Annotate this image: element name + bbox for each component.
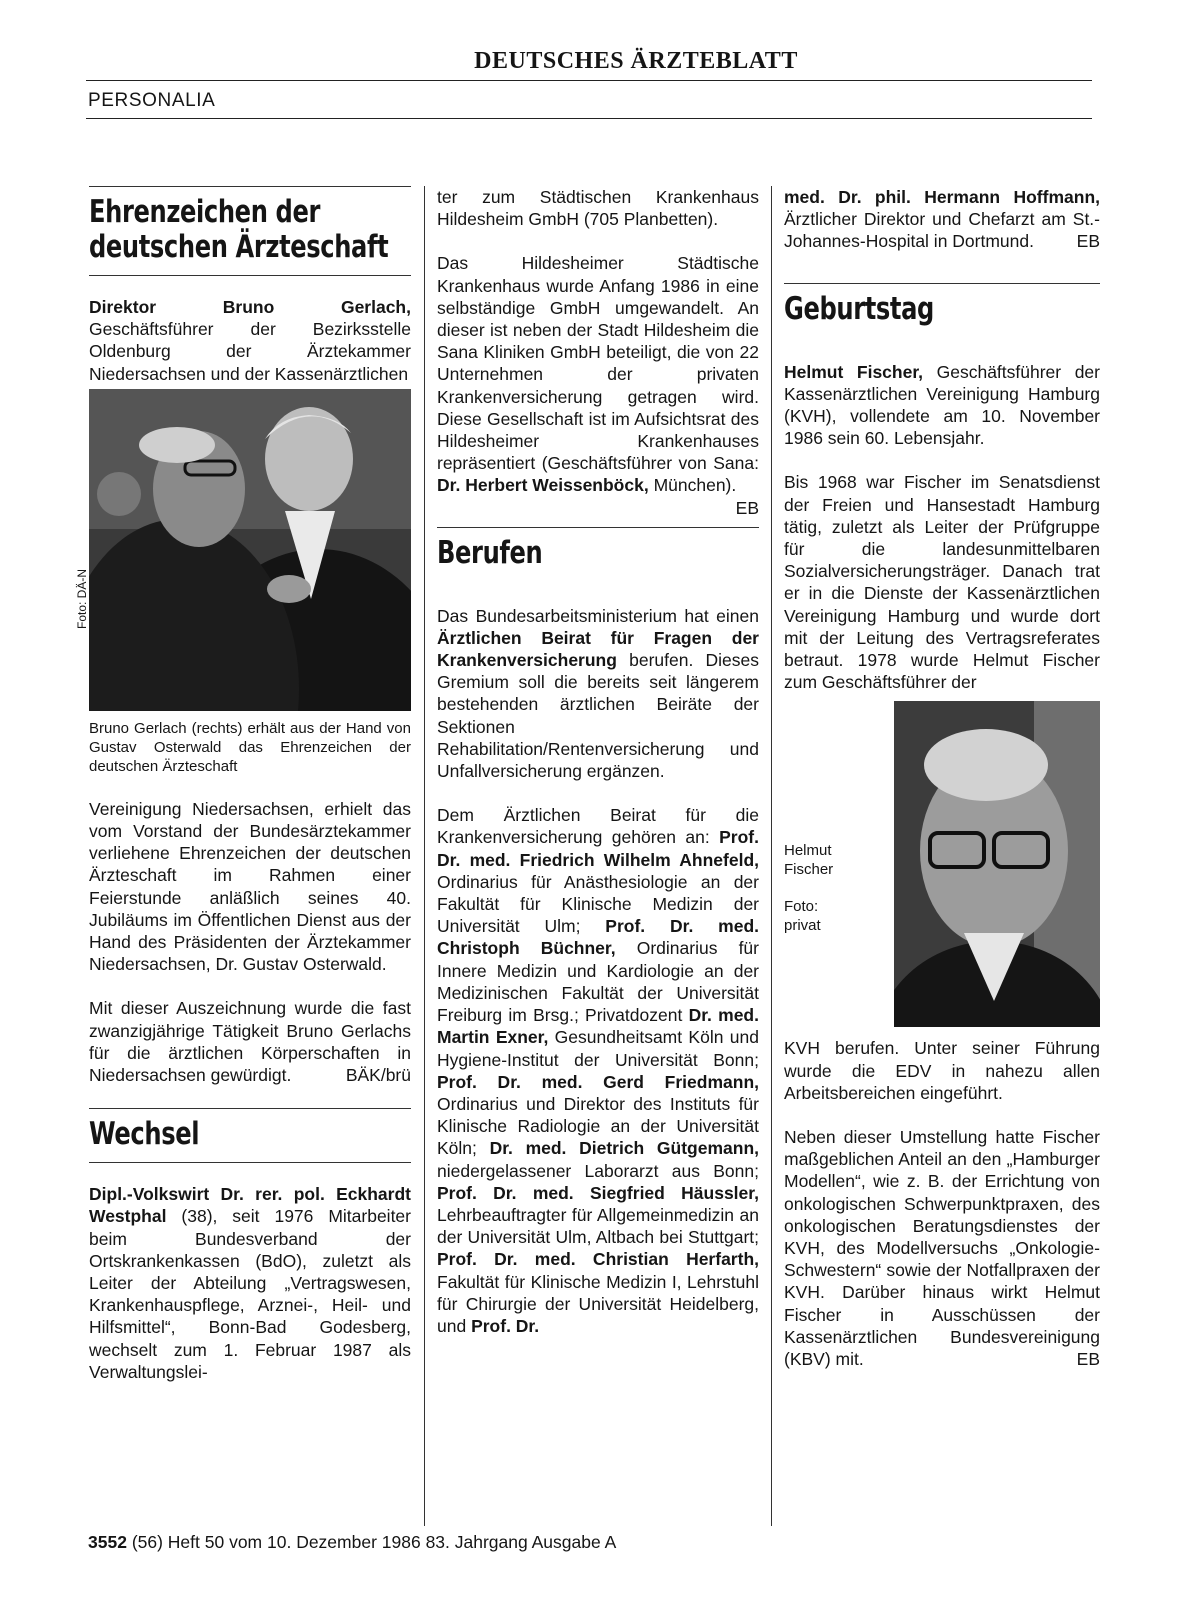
headline-berufen: Berufen — [437, 527, 759, 581]
photo-credit: Foto: DÄ-N — [75, 568, 89, 629]
masthead — [86, 44, 1092, 81]
article-fischer-career: Bis 1968 war Fischer im Senatsdienst der Freien und Hansestadt Hamburg tätig, zuletzt als Leiter der Prüfgruppe für die landesunmittelbaren Sozialversicherungsträger. Danach trat er in die Dienste der Kassenärztlichen Vereinigung Hamburg und wurde dort mit der Leitung des Vertragsreferates betraut. 1978 wurde Helmut Fischer zum Geschäftsführer der — [784, 472, 1100, 693]
photo-caption: Bruno Gerlach (rechts) erhält aus der Hand von Gustav Osterwald das Ehrenzeichen der deutschen Ärzteschaft — [89, 719, 411, 775]
headline-ehrenzeichen — [89, 186, 411, 276]
headline-line-1: Ehrenzeichen der — [89, 194, 321, 230]
page-number: 3552 — [88, 1532, 127, 1552]
signature: EB — [735, 497, 759, 518]
photo-fischer — [784, 701, 1100, 1027]
photo-image — [89, 389, 411, 711]
photo-fischer-credit: Foto: privat — [784, 898, 821, 935]
column-rule-2 — [771, 186, 772, 1526]
name-gerlach: Direktor Bruno Gerlach, — [89, 297, 411, 317]
article-beirat-intro: Das Bundesarbeitsministerium hat einen Ärztlichen Beirat für Fragen der Krankenversicherung berufen. Dieses Gremium soll die bereits seit längerem bestehenden ärztlichen Beiräte der Sektionen Rehabilitation/Rentenversicherung und Unfallversicherung ergänzen. — [437, 605, 759, 782]
photo-gerlach-osterwald — [75, 389, 411, 711]
page-footer — [88, 1532, 616, 1553]
article-hoffmann: med. Dr. phil. Hermann Hoffmann, Ärztlicher Direktor und Chefarzt am St.-Johannes-Hospital in Dortmund. EB — [784, 187, 1100, 252]
article-fischer-kvh: KVH berufen. Unter seiner Führung wurde die EDV in nahezu allen Arbeitsbereichen eingeführt. — [784, 1038, 1100, 1103]
photo-illustration — [89, 389, 411, 711]
column-rule-1 — [424, 186, 425, 1526]
beirat-name: Ärztlichen Beirat für Fragen der Krankenversicherung — [437, 627, 759, 671]
column-2 — [437, 186, 759, 1359]
signature: EB — [1076, 1349, 1100, 1370]
article-westphal-continued: ter zum Städtischen Krankenhaus Hildesheim GmbH (705 Planbetten). — [437, 187, 759, 230]
issue-info: (56) Heft 50 vom 10. Dezember 1986 83. Jahrgang Ausgabe A — [131, 1532, 617, 1552]
column-1 — [75, 186, 411, 1405]
photo-fischer-caption: Helmut Fischer — [784, 842, 834, 879]
section-label — [86, 88, 1092, 119]
headline-line-2: deutschen Ärzteschaft — [89, 229, 389, 265]
article-fischer-closing: Neben dieser Umstellung hatte Fischer maßgeblichen Anteil an den „Hamburger Modellen“, wie z. B. der Errichtung von onkologischen Schwerpunktpraxen, des onkologischen Beratungsdienstes der KVH, des Modellversuchs „Onkologie-Schwestern“ sowie der Notfallpraxen der KVH. Darüber hinaus wirkt Helmut Fischer in Ausschüssen der Kassenärztlichen Bundesvereinigung (KBV) mit. EB — [784, 1127, 1100, 1370]
signature: EB — [1076, 231, 1100, 252]
article-fischer-intro: Helmut Fischer, Geschäftsführer der Kassenärztlichen Vereinigung Hamburg (KVH), vollendete am 10. November 1986 sein 60. Lebensjahr. — [784, 361, 1100, 449]
headline-geburtstag: Geburtstag — [784, 283, 1100, 337]
article-westphal: Dipl.-Volkswirt Dr. rer. pol. Eckhardt Westphal (38), seit 1976 Mitarbeiter beim Bundesverband der Ortskrankenkassen (BdO), zuletzt als Leiter der Abteilung „Vertragswesen, Krankenhauspflege, Arznei-, Heil- und Hilfsmittel“, Bonn-Bad Godesberg, wechselt zum 1. Februar 1987 als Verwaltungslei- — [89, 1184, 411, 1382]
name-hoffmann: med. Dr. phil. Hermann Hoffmann, — [784, 187, 1100, 207]
name-fischer: Helmut Fischer, — [784, 361, 924, 382]
column-3 — [784, 186, 1100, 1392]
article-beirat-members: Dem Ärztlichen Beirat für die Krankenversicherung gehören an: Prof. Dr. med. Friedrich Wilhelm Ahnefeld, Ordinarius für Anästhesiologie an der Fakultät für Klinische Medizin der Universität Ulm; Prof. Dr. med. Christoph Büchner, Ordinarius für Innere Medizin und Kardiologie an der Medizinischen Fakultät der Universität Freiburg im Brsg.; Privatdozent Dr. med. Martin Exner, Gesundheitsamt Köln und Hygiene-Institut der Universität Bonn; Prof. Dr. med. Gerd Friedmann, Ordinarius und Direktor des Instituts für Klinische Radiologie an der Universität Köln; Dr. med. Dietrich Gütgemann, niedergelassener Laborarzt aus Bonn; Prof. Dr. med. Siegfried Häussler, Lehrbeauftragter für Allgemeinmedizin an der Universität Ulm, Altbach bei Stuttgart; Prof. Dr. med. Christian Herfarth, Fakultät für Klinische Medizin I, Lehrstuhl für Chirurgie der Universität Heidelberg, und Prof. Dr. — [437, 805, 760, 1336]
article-gerlach-intro: Direktor Bruno Gerlach, Geschäftsführer der Bezirksstelle Oldenburg der Ärztekammer Niedersachsen und der Kassenärztlichen — [89, 297, 411, 384]
article-hildesheim: Das Hildesheimer Städtische Krankenhaus wurde Anfang 1986 in eine selbständige GmbH umgewandelt. An dieser ist neben der Stadt Hildesheim die Sana Kliniken GmbH beteiligt, die von 22 Unternehmen der privaten Krankenversicherung getragen wird. Diese Gesellschaft ist im Aufsichtsrat des Hildesheimer Krankenhauses repräsentiert (Geschäftsführer von Sana: Dr. Herbert Weissenböck, München). EB — [437, 253, 759, 518]
headline-wechsel: Wechsel — [89, 1108, 411, 1163]
name-westphal: Dipl.-Volkswirt Dr. rer. pol. Eckhardt Westphal — [89, 1184, 411, 1227]
section-label-text: PERSONALIA — [88, 90, 216, 111]
photo-fischer-image — [894, 701, 1100, 1027]
name-weissenboeck: Dr. Herbert Weissenböck, — [437, 475, 649, 496]
masthead-title: DEUTSCHES ÄRZTEBLATT — [474, 48, 798, 74]
photo-fischer-illustration — [894, 701, 1100, 1027]
article-gerlach-body: Vereinigung Niedersachsen, erhielt das vom Vorstand der Bundesärztekammer verliehene Ehrenzeichen der deutschen Ärzteschaft im Rahmen einer Feierstunde anläßlich seines 40. Jubiläums im Öffentlichen Dienst aus der Hand des Präsidenten der Ärztekammer Niedersachsen, Dr. Gustav Osterwald. — [89, 798, 411, 975]
signature: BÄK/brü — [345, 1065, 411, 1086]
article-gerlach-closing: Mit dieser Auszeichnung wurde die fast zwanzigjährige Tätigkeit Bruno Gerlachs für die ärztlichen Körperschaften in Niedersachsen gewürdigt. BÄK/brü — [89, 998, 411, 1086]
